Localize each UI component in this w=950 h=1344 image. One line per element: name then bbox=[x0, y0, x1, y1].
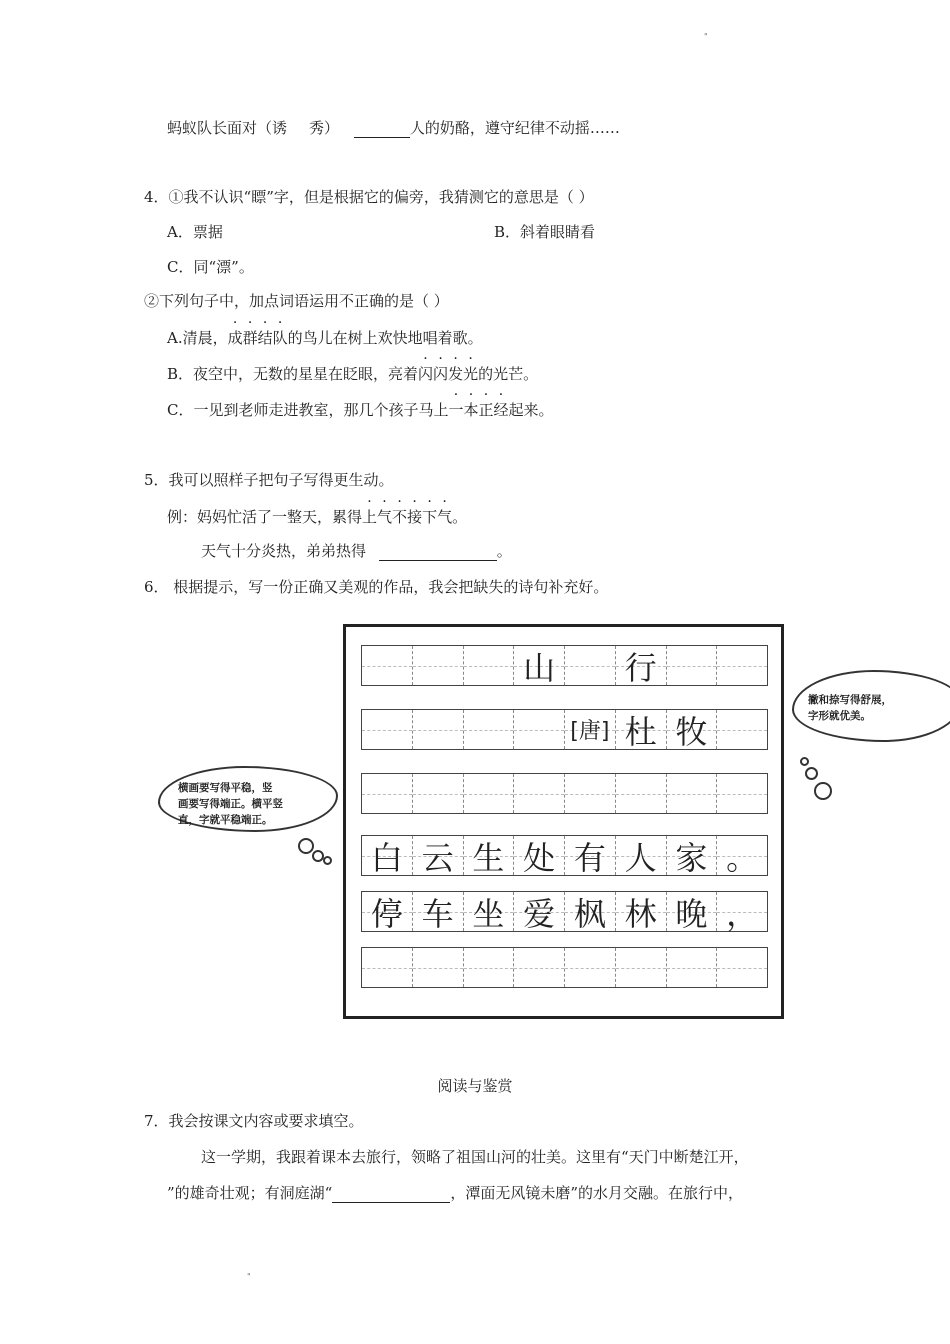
q4-sentence-b[interactable] bbox=[167, 364, 538, 384]
q5-example bbox=[167, 507, 467, 527]
poem-char: 晚 bbox=[675, 894, 708, 933]
q4-sub2-stem: ②下列句子中，加点词语运用不正确的是（ ） bbox=[144, 292, 449, 310]
grid-row-line1 bbox=[361, 835, 768, 876]
grid-cell bbox=[717, 646, 767, 685]
q4-option-b[interactable]: B．斜着眼睛看 bbox=[494, 223, 596, 241]
dotted-char: 发 bbox=[448, 365, 464, 383]
grid-cell bbox=[565, 646, 616, 685]
dotted-char: 光 bbox=[463, 365, 479, 383]
grid-cell bbox=[667, 710, 718, 749]
answer-cell[interactable] bbox=[464, 774, 515, 813]
grid-cell bbox=[717, 836, 767, 875]
grid-cell bbox=[514, 892, 565, 931]
poem-punct: 。 bbox=[726, 838, 759, 877]
poem-char: 处 bbox=[523, 838, 556, 877]
grid-cell bbox=[717, 710, 767, 749]
dotted-char: 闪 bbox=[418, 365, 434, 383]
poem-char: 停 bbox=[370, 894, 403, 933]
page-mark-top: " bbox=[704, 32, 708, 41]
grid-cell bbox=[464, 646, 515, 685]
grid-cell bbox=[464, 892, 515, 931]
poem-char: 坐 bbox=[472, 894, 505, 933]
task-prefix: 天气十分炎热，弟弟热得 bbox=[201, 542, 367, 560]
dotted-char: 接 bbox=[407, 508, 423, 526]
grid-cell bbox=[362, 646, 413, 685]
q7-line2-before: ”的雄奇壮观；有洞庭湖“ bbox=[167, 1184, 333, 1202]
answer-cell[interactable] bbox=[717, 948, 767, 987]
dotted-char: 结 bbox=[257, 329, 273, 347]
dotted-char: 气 bbox=[437, 508, 453, 526]
answer-cell[interactable] bbox=[667, 774, 718, 813]
tip-bubble-right bbox=[792, 670, 950, 742]
q3-line bbox=[167, 118, 620, 138]
dotted-char: 经 bbox=[493, 401, 509, 419]
answer-cell[interactable] bbox=[362, 774, 413, 813]
dotted-char: 不 bbox=[392, 508, 408, 526]
sentence-a-prefix: A.清晨， bbox=[167, 329, 228, 347]
q7-answer-blank[interactable] bbox=[332, 1186, 450, 1203]
grid-cell bbox=[616, 646, 667, 685]
q3-before: 蚂蚁队长面对（诱 bbox=[167, 119, 288, 137]
poem-dynasty: [唐] bbox=[570, 719, 610, 744]
answer-cell[interactable] bbox=[514, 774, 565, 813]
grid-cell bbox=[616, 836, 667, 875]
poem-char: 枫 bbox=[573, 894, 606, 933]
q7-stem: 7．我会按课文内容或要求填空。 bbox=[144, 1112, 364, 1130]
sentence-b-prefix: B．夜空中，无数的星星在眨眼，亮着 bbox=[167, 365, 419, 383]
q6-stem: 6． 根据提示，写一份正确又美观的作品，我会把缺失的诗句补充好。 bbox=[144, 578, 609, 596]
q4-stem: 4．①我不认识“瞟”字，但是根据它的偏旁，我猜测它的意思是（ ） bbox=[144, 188, 594, 206]
answer-cell[interactable] bbox=[413, 774, 464, 813]
grid-cell bbox=[565, 892, 616, 931]
tip-left-line: 直，字就平稳端正。 bbox=[178, 814, 273, 826]
task-suffix: 。 bbox=[496, 542, 512, 560]
answer-cell[interactable] bbox=[616, 948, 667, 987]
tip-left-line: 画要写得端正。横平竖 bbox=[178, 798, 283, 810]
sentence-c-suffix: 起来。 bbox=[508, 401, 554, 419]
q3-after: 人的奶酪，遵守纪律不动摇…… bbox=[409, 119, 620, 137]
poem-author-char: 牧 bbox=[675, 712, 708, 751]
dotted-char: 闪 bbox=[433, 365, 449, 383]
sentence-a-suffix: 的鸟儿在树上欢快地唱着歌。 bbox=[287, 329, 483, 347]
q7-line2-after: ，潭面无风镜未磨”的水月交融。在旅行中， bbox=[450, 1184, 744, 1202]
answer-cell[interactable] bbox=[667, 948, 718, 987]
poem-char: 家 bbox=[675, 838, 708, 877]
dotted-char: 气 bbox=[377, 508, 393, 526]
dotted-char: 队 bbox=[272, 329, 288, 347]
answer-cell[interactable] bbox=[362, 948, 413, 987]
section-title: 阅读与鉴赏 bbox=[437, 1077, 513, 1095]
poem-char: 爱 bbox=[523, 894, 556, 933]
grid-cell bbox=[514, 836, 565, 875]
dotted-char: 群 bbox=[242, 329, 258, 347]
answer-cell[interactable] bbox=[717, 774, 767, 813]
answer-cell[interactable] bbox=[413, 948, 464, 987]
bubble-tail-circle bbox=[323, 856, 332, 865]
q7-paragraph-line2 bbox=[167, 1183, 743, 1203]
poem-char: 林 bbox=[624, 894, 657, 933]
q5-task bbox=[201, 541, 512, 561]
example-prefix: 例：妈妈忙活了一整天，累得 bbox=[167, 508, 363, 526]
q7-paragraph-line1: 这一学期，我跟着课本去旅行，领略了祖国山河的壮美。这里有“天门中断楚江开， bbox=[201, 1148, 749, 1166]
grid-cell bbox=[362, 892, 413, 931]
sentence-b-suffix: 的光芒。 bbox=[478, 365, 539, 383]
poem-char: 车 bbox=[421, 894, 454, 933]
grid-cell bbox=[565, 836, 616, 875]
grid-cell bbox=[413, 646, 464, 685]
grid-cell bbox=[362, 836, 413, 875]
tip-right-line: 字形就优美。 bbox=[808, 710, 871, 722]
tip-bubble-left bbox=[158, 766, 338, 832]
poem-char: 生 bbox=[472, 838, 505, 877]
dotted-char: 正 bbox=[478, 401, 494, 419]
sentence-c-prefix: C．一见到老师走进教室，那几个孩子马上 bbox=[167, 401, 449, 419]
grid-cell bbox=[464, 710, 515, 749]
answer-cell[interactable] bbox=[616, 774, 667, 813]
tip-right-line: 撇和捺写得舒展， bbox=[808, 694, 892, 706]
dotted-char: 下 bbox=[422, 508, 438, 526]
poem-title-char: 山 bbox=[523, 648, 556, 687]
bubble-tail-circle bbox=[814, 782, 832, 800]
answer-cell[interactable] bbox=[565, 774, 616, 813]
grid-cell bbox=[413, 710, 464, 749]
grid-row-line2 bbox=[361, 891, 768, 932]
q4-sentence-a[interactable] bbox=[167, 328, 483, 348]
grid-cell bbox=[717, 892, 767, 931]
grid-cell bbox=[514, 646, 565, 685]
grid-cell bbox=[667, 892, 718, 931]
page-mark-bottom: " bbox=[247, 1272, 251, 1281]
grid-cell bbox=[667, 646, 718, 685]
writing-grid-sheet bbox=[343, 624, 784, 1019]
tip-left-line: 横画要写得平稳，竖 bbox=[178, 782, 273, 794]
poem-char: 人 bbox=[624, 838, 657, 877]
dotted-char: 成 bbox=[227, 329, 243, 347]
answer-cell[interactable] bbox=[464, 948, 515, 987]
grid-cell bbox=[362, 710, 413, 749]
dotted-char: 本 bbox=[463, 401, 479, 419]
q3-answer-blank[interactable] bbox=[354, 121, 410, 138]
q4-option-a[interactable]: A．票据 bbox=[167, 223, 223, 241]
grid-cell bbox=[464, 836, 515, 875]
grid-row-author bbox=[361, 709, 768, 750]
poem-author-char: 杜 bbox=[624, 712, 657, 751]
q5-stem: 5．我可以照样子把句子写得更生动。 bbox=[144, 471, 394, 489]
poem-title-char: 行 bbox=[624, 648, 657, 687]
bubble-tail-circle bbox=[805, 767, 818, 780]
poem-char: 有 bbox=[573, 838, 606, 877]
q4-sentence-c[interactable] bbox=[167, 400, 554, 420]
dotted-char: 上 bbox=[362, 508, 378, 526]
poem-char: 云 bbox=[421, 838, 454, 877]
grid-cell bbox=[413, 892, 464, 931]
answer-cell[interactable] bbox=[565, 948, 616, 987]
grid-cell bbox=[667, 836, 718, 875]
grid-row-blank-answer[interactable] bbox=[361, 773, 768, 814]
answer-cell[interactable] bbox=[514, 948, 565, 987]
dotted-char: 一 bbox=[448, 401, 464, 419]
q4-option-c[interactable]: C．同“漂”。 bbox=[167, 258, 254, 276]
example-suffix: 。 bbox=[452, 508, 468, 526]
grid-row-blank-answer[interactable] bbox=[361, 947, 768, 988]
grid-cell bbox=[616, 710, 667, 749]
q3-gap: 秀） bbox=[309, 119, 340, 137]
poem-char: 白 bbox=[370, 838, 403, 877]
grid-cell bbox=[514, 710, 565, 749]
grid-cell bbox=[413, 836, 464, 875]
bubble-tail-circle bbox=[298, 838, 314, 854]
poem-punct: ， bbox=[726, 894, 759, 933]
q5-answer-blank[interactable] bbox=[379, 544, 497, 561]
bubble-tail-circle bbox=[800, 757, 809, 766]
grid-cell bbox=[565, 710, 616, 749]
grid-cell bbox=[616, 892, 667, 931]
grid-row-title bbox=[361, 645, 768, 686]
